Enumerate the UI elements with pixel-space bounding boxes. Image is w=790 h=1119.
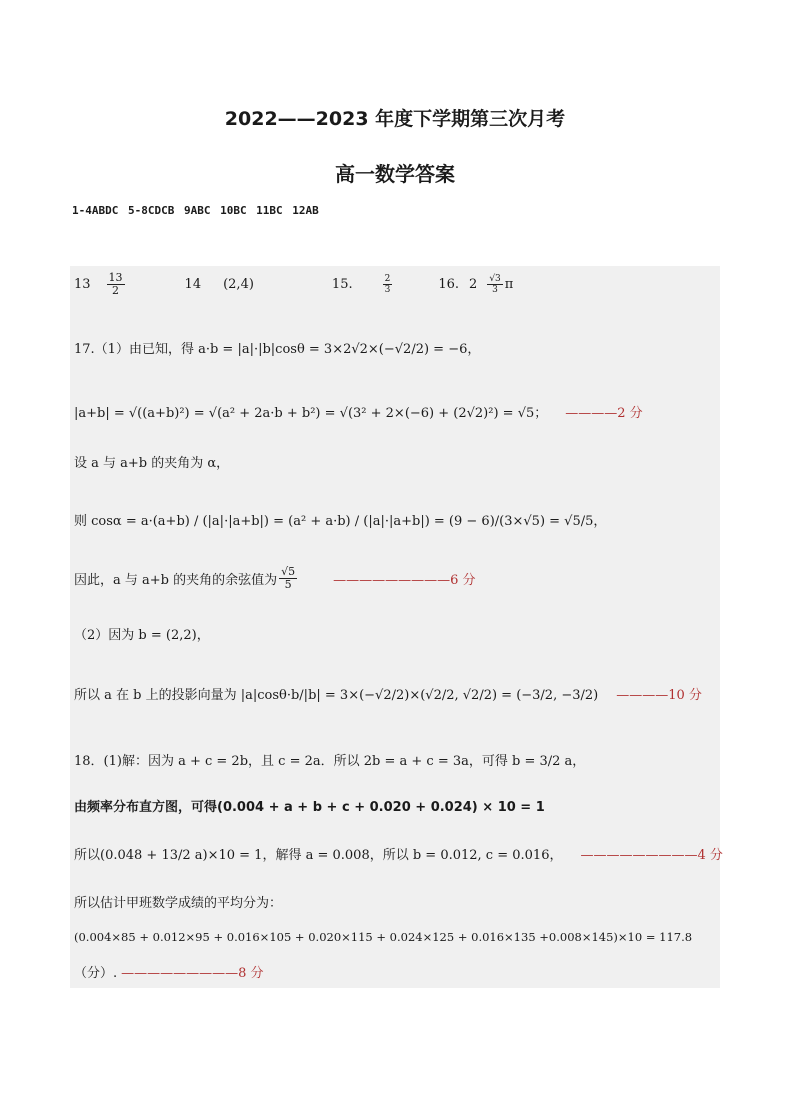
q18-line2: 由频率分布直方图，可得(0.004 + a + b + c + 0.020 + 0.024) × 10 = 1 <box>74 800 545 815</box>
q16-pi: π <box>504 277 514 292</box>
q18-line3: 所以(0.048 + 13/2 a)×10 = 1，解得 a = 0.008，所以 b = 0.012, c = 0.016， —————————4 分 <box>74 844 716 863</box>
q16-lead: 2 <box>469 277 478 292</box>
objective-answers: 1-4ABDC 5-8CDCB 9ABC 10BC 11BC 12AB <box>72 204 319 217</box>
q17-line1: 17.（1）由已知，得 a·b = |a|·|b|cosθ = 3×2√2×(−√2/2) = −6， <box>74 342 481 357</box>
score-6: —————————6 分 <box>333 573 476 588</box>
q17-line4: 则 cosα = a·(a+b) / (|a|·|a+b|) = (a² + a·b) / (|a|·|a+b|) = (9 − 6)/(3×√5) = √5/5， <box>74 514 607 529</box>
q17-line2: |a+b| = √((a+b)²) = √(a² + 2a·b + b²) = √(3² + 2×(−6) + (2√2)²) = √5； ————2 分 <box>74 402 716 421</box>
q16-label: 16. <box>438 277 460 292</box>
score-2: ————2 分 <box>565 406 643 421</box>
document-subtitle: 高一数学答案 <box>335 162 455 186</box>
q13-label: 13 <box>74 277 91 292</box>
q18-line5: (0.004×85 + 0.012×95 + 0.016×105 + 0.020×115 + 0.024×125 + 0.016×135 +0.008×145)×10 = 117.8 <box>74 930 693 944</box>
q17-line3: 设 a 与 a+b 的夹角为 α， <box>74 456 230 471</box>
q17-line5: 因此，a 与 a+b 的夹角的余弦值为 $\frac{√5}{5}$ —————————6 分 <box>74 565 476 591</box>
q15-fraction: $\frac{2}{3}$ <box>384 274 391 295</box>
q14-label: 14 <box>184 277 202 292</box>
score-4: —————————4 分 <box>580 848 723 863</box>
document-title: 2022——2023 年度下学期第三次月考 <box>224 108 566 130</box>
q15-label: 15. <box>331 277 353 292</box>
q18-line1: 18．(1)解：因为 a + c = 2b，且 c = 2a．所以 2b = a + c = 3a，可得 b = 3/2 a， <box>74 754 586 769</box>
q18-line6: （分）. —————————8 分 <box>74 962 716 981</box>
fill-in-answers <box>74 272 716 297</box>
q17-line6: （2）因为 b = (2,2)， <box>74 628 210 643</box>
score-10: ————10 分 <box>616 688 702 703</box>
q16-fraction: $\frac{√3}{3}$ <box>489 274 501 295</box>
q13-fraction: $\frac{13}{2}$ <box>108 271 123 297</box>
q17-line7: 所以 a 在 b 上的投影向量为 |a|cosθ·b/|b| = 3×(−√2/2)×(√2/2, √2/2) = (−3/2, −3/2) ————10 分 <box>74 684 716 703</box>
solution-body <box>70 266 723 988</box>
q18-line4: 所以估计甲班数学成绩的平均分为： <box>74 896 283 911</box>
score-8: —————————8 分 <box>121 966 264 981</box>
q14-answer: (2,4) <box>223 277 254 292</box>
cosine-fraction: $\frac{√5}{5}$ <box>281 565 296 591</box>
